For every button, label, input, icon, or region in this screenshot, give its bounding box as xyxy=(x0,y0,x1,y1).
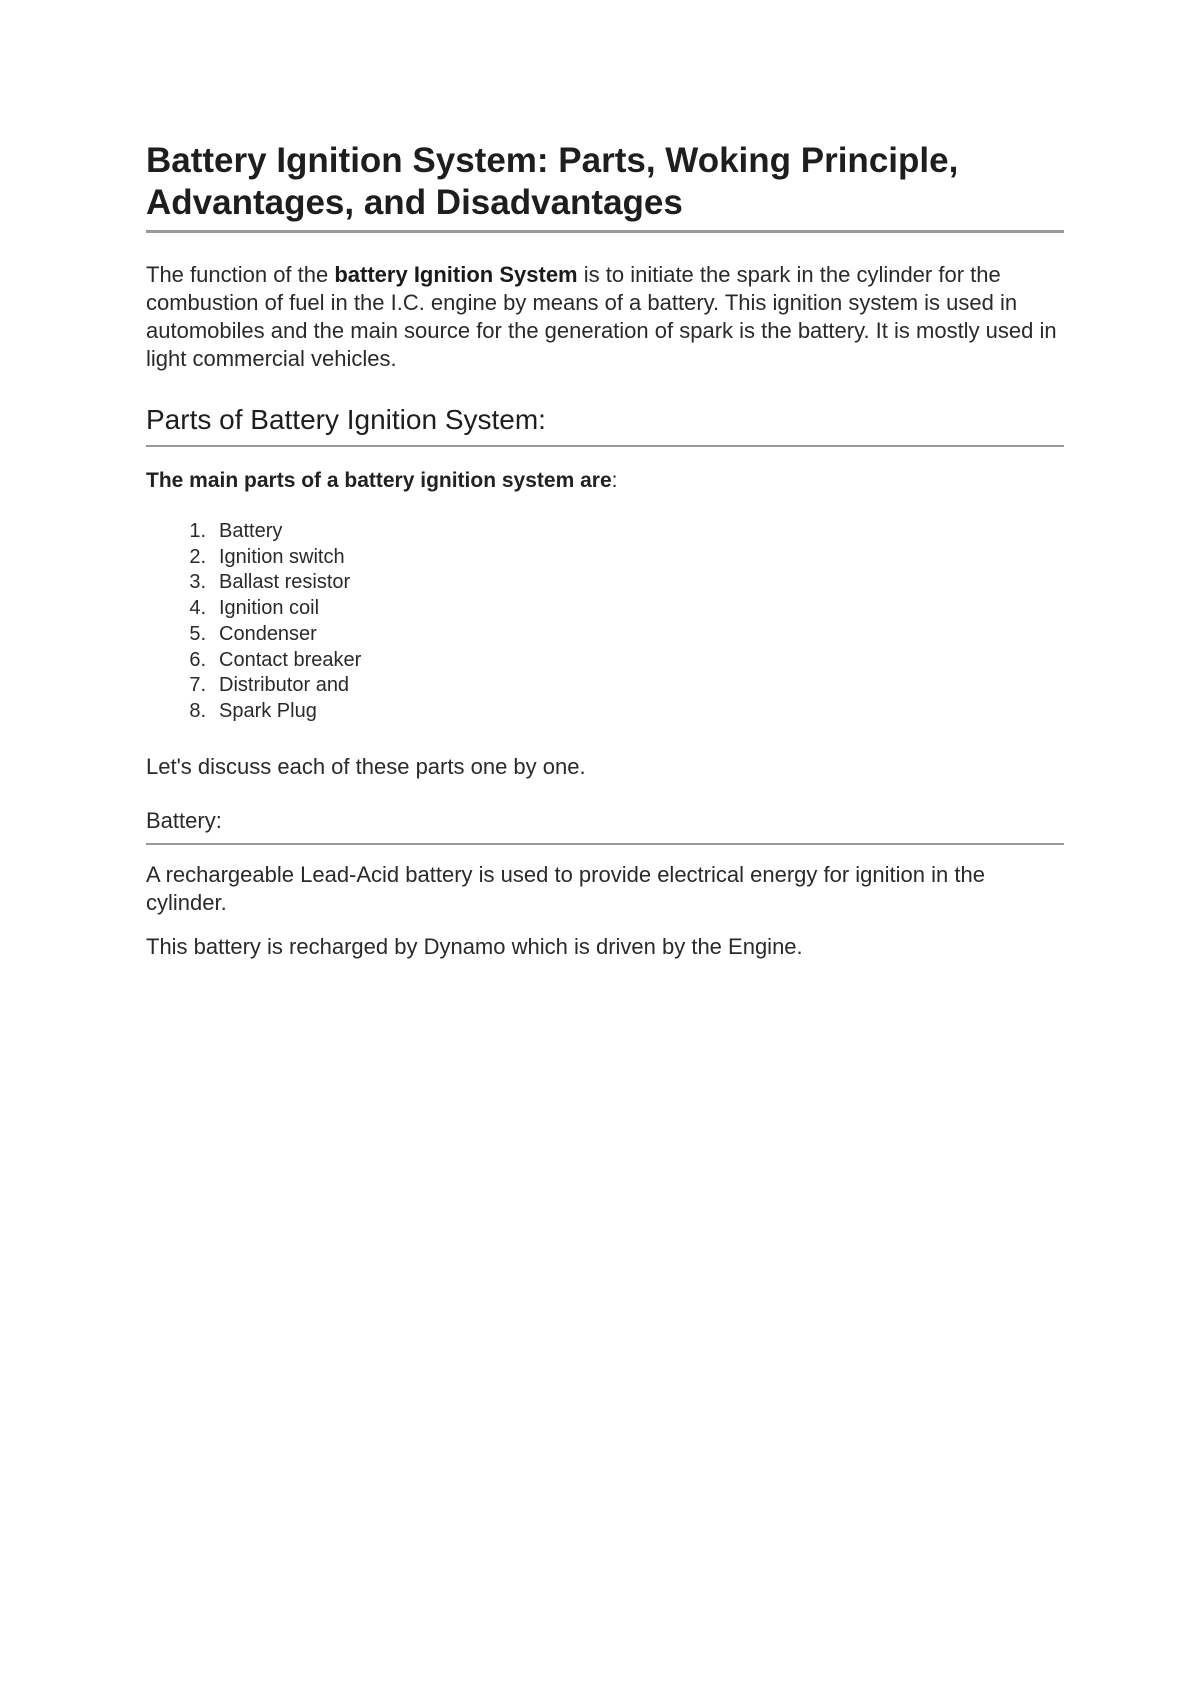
intro-bold-term: battery Ignition System xyxy=(334,262,578,287)
list-item-number: 4 . xyxy=(146,596,219,622)
list-item-number: 3 . xyxy=(146,570,219,596)
parts-list xyxy=(146,519,1064,725)
battery-paragraph-1: A rechargeable Lead-Acid battery is used to provide electrical energy for ignition in the cylinder. xyxy=(146,861,985,915)
list-item-number: 7 . xyxy=(146,673,219,699)
list-item-number: 8 . xyxy=(146,699,219,725)
list-item-number: 2 . xyxy=(146,545,219,571)
list-item-label: Contact breaker xyxy=(219,648,362,671)
list-item-number: 6 . xyxy=(146,648,219,674)
list-item-label: Spark Plug xyxy=(219,699,317,722)
page-title: Battery Ignition System: Parts, Woking Principle, Advantages, and Disadvantages xyxy=(146,140,1064,233)
document-page xyxy=(146,140,1064,961)
list-item xyxy=(146,673,1064,699)
list-item xyxy=(146,622,1064,648)
list-item-number: 5 . xyxy=(146,622,219,648)
list-item-number: 1 . xyxy=(146,519,219,545)
list-item xyxy=(146,545,1064,571)
battery-paragraph-2: This battery is recharged by Dynamo which is driven by the Engine. xyxy=(146,933,803,959)
parts-closing-paragraph: Let's discuss each of these parts one by one. xyxy=(146,753,586,779)
list-item-label: Battery xyxy=(219,520,283,542)
intro-text-after: is to initiate the spark in the cylinder for the combustion of fuel in the I.C. engine by means of a battery. This ignition system is used in automobiles and the main source for the generation of spark is the battery. It is mostly used in light commercial vehicles. xyxy=(146,262,1057,371)
list-item-label: Distributor and xyxy=(219,674,350,697)
list-item xyxy=(146,596,1064,622)
parts-intro-colon: : xyxy=(611,469,618,492)
list-item xyxy=(146,570,1064,596)
list-item-label: Ignition switch xyxy=(219,545,345,568)
list-item xyxy=(146,648,1064,674)
list-item-label: Condenser xyxy=(219,622,317,645)
list-item xyxy=(146,519,1064,545)
intro-paragraph xyxy=(146,261,1064,373)
parts-section-heading: Parts of Battery Ignition System: xyxy=(146,403,1064,447)
parts-intro-bold: The main parts of a battery ignition system are xyxy=(146,469,612,492)
parts-intro xyxy=(146,467,1064,495)
battery-section-heading: Battery: xyxy=(146,807,1064,845)
list-item-label: Ignition coil xyxy=(219,597,320,620)
list-item xyxy=(146,699,1064,725)
intro-text-before: The function of the xyxy=(146,262,335,287)
list-item-label: Ballast resistor xyxy=(219,571,351,594)
